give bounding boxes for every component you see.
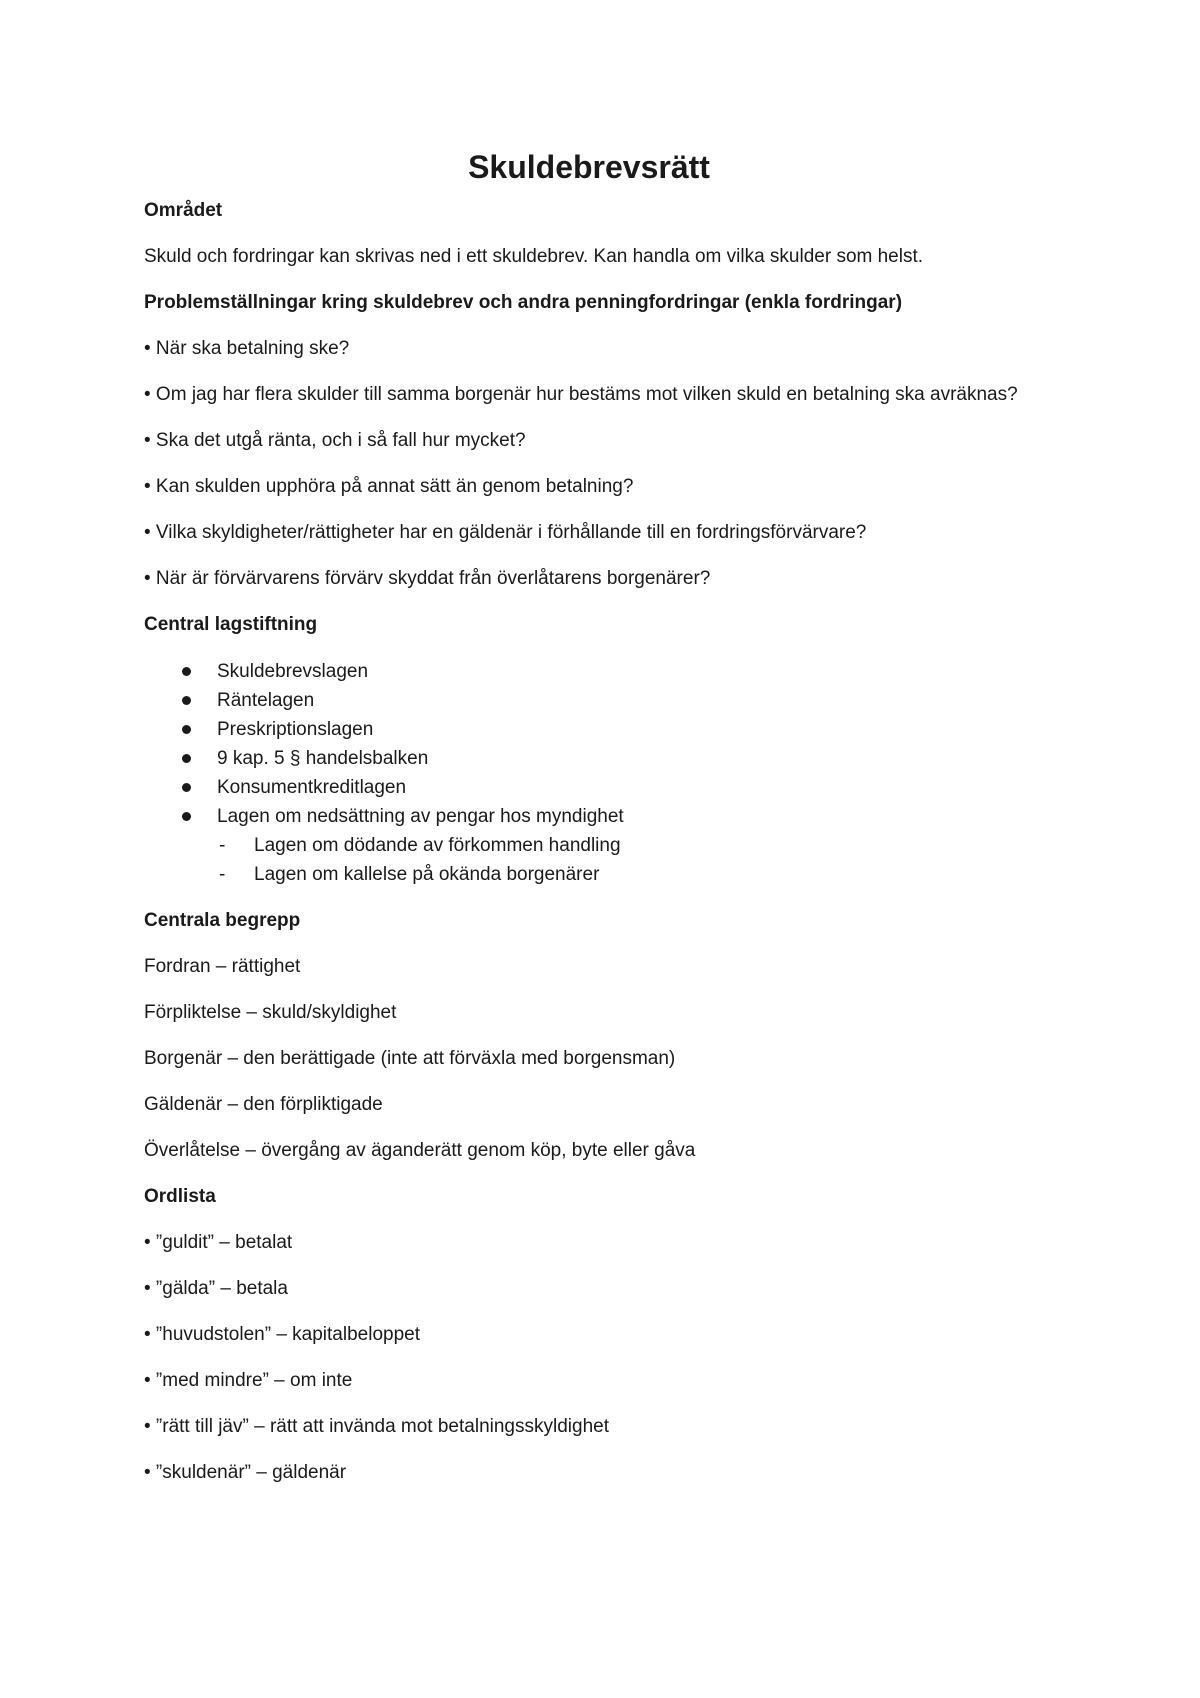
problem-item: • Ska det utgå ränta, och i så fall hur mycket?	[144, 430, 526, 451]
law-name: Lagen om kallelse på okända borgenärer	[254, 864, 600, 885]
bullet-icon	[182, 783, 191, 792]
problem-item: • Vilka skyldigheter/rättigheter har en gäldenär i förhållande till en fordringsförvärvare?	[144, 522, 867, 543]
problem-item: • När ska betalning ske?	[144, 338, 350, 359]
concept-item: Förpliktelse – skuld/skyldighet	[144, 1002, 397, 1023]
law-name: Lagen om nedsättning av pengar hos myndighet	[217, 806, 624, 827]
bullet-icon	[182, 812, 191, 821]
law-name: 9 kap. 5 § handelsbalken	[217, 748, 429, 769]
concept-item: Överlåtelse – övergång av äganderätt genom köp, byte eller gåva	[144, 1140, 696, 1161]
law-list-item	[144, 715, 1034, 744]
law-sub-item	[144, 860, 1034, 889]
law-name: Lagen om dödande av förkommen handling	[254, 835, 621, 856]
section-heading-lagstiftning: Central lagstiftning	[144, 614, 318, 635]
glossary-item: • ”rätt till jäv” – rätt att invända mot betalningsskyldighet	[144, 1416, 609, 1437]
law-name: Räntelagen	[217, 690, 315, 711]
law-list	[144, 657, 1034, 889]
concept-item: Fordran – rättighet	[144, 956, 301, 977]
bullet-icon	[182, 754, 191, 763]
law-list-item	[144, 773, 1034, 802]
law-name: Preskriptionslagen	[217, 719, 374, 740]
law-list-item	[144, 686, 1034, 715]
glossary-item: • ”med mindre” – om inte	[144, 1370, 353, 1391]
law-list-item	[144, 657, 1034, 686]
problem-item: • När är förvärvarens förvärv skyddat från överlåtarens borgenärer?	[144, 568, 711, 589]
omradet-paragraph: Skuld och fordringar kan skrivas ned i ett skuldebrev. Kan handla om vilka skulder som helst.	[144, 246, 924, 267]
concept-item: Borgenär – den berättigade (inte att förväxla med borgensman)	[144, 1048, 676, 1069]
problem-item: • Kan skulden upphöra på annat sätt än genom betalning?	[144, 476, 634, 497]
section-heading-problem: Problemställningar kring skuldebrev och andra penningfordringar (enkla fordringar)	[144, 292, 903, 313]
law-sub-list	[144, 831, 1034, 889]
section-heading-omradet: Området	[144, 200, 223, 221]
page-title: Skuldebrevsrätt	[468, 149, 710, 185]
law-sub-item	[144, 831, 1034, 860]
section-heading-ordlista: Ordlista	[144, 1186, 216, 1207]
concept-item: Gäldenär – den förpliktigade	[144, 1094, 383, 1115]
law-name: Skuldebrevslagen	[217, 661, 369, 682]
glossary-item: • ”gälda” – betala	[144, 1278, 288, 1299]
bullet-icon	[182, 667, 191, 676]
dash-marker: -	[219, 835, 226, 856]
problem-item: • Om jag har flera skulder till samma borgenär hur bestäms mot vilken skuld en betalning ska avräknas?	[144, 384, 1018, 405]
law-list-item	[144, 802, 1034, 889]
document-body	[144, 145, 1034, 1505]
dash-marker: -	[219, 864, 226, 885]
bullet-icon	[182, 696, 191, 705]
glossary-item: • ”huvudstolen” – kapitalbeloppet	[144, 1324, 421, 1345]
law-name: Konsumentkreditlagen	[217, 777, 407, 798]
glossary-item: • ”skuldenär” – gäldenär	[144, 1462, 347, 1483]
bullet-icon	[182, 725, 191, 734]
section-heading-begrepp: Centrala begrepp	[144, 910, 301, 931]
law-list-item	[144, 744, 1034, 773]
glossary-item: • ”guldit” – betalat	[144, 1232, 293, 1253]
